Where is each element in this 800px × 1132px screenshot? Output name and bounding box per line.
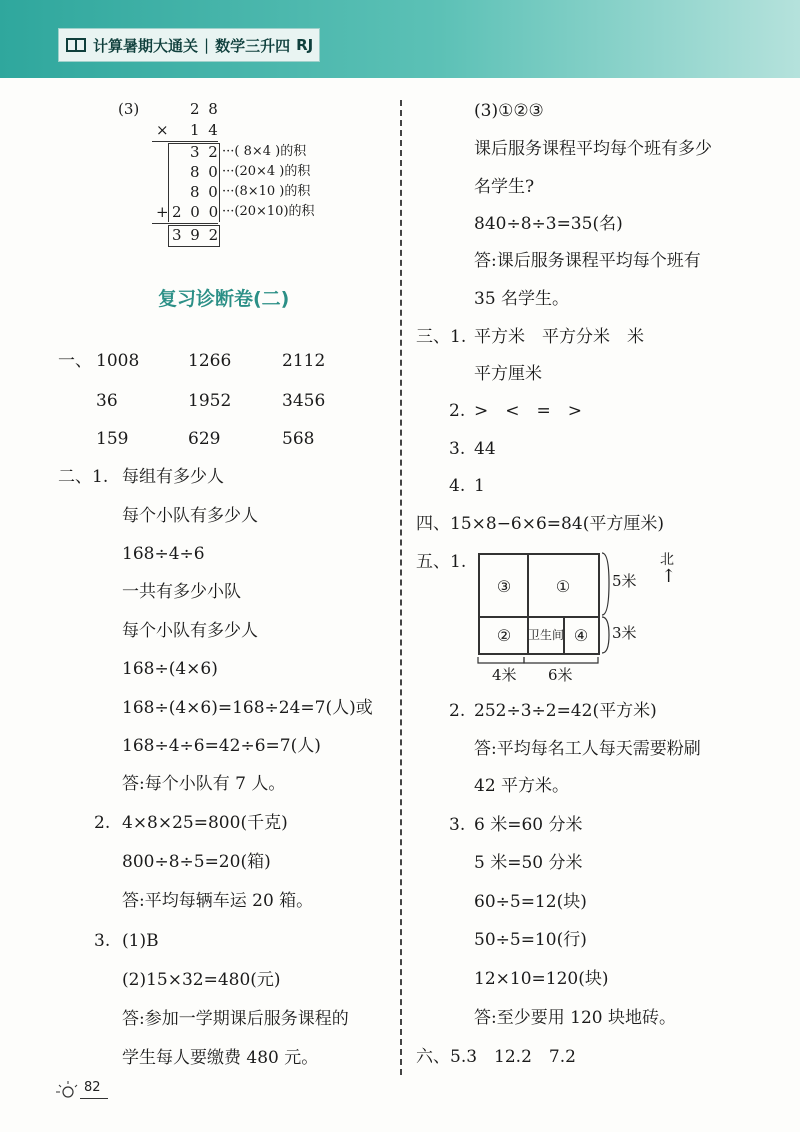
q3-label: 三、1. <box>416 327 467 347</box>
q5-2-line: 42 平方米。 <box>474 776 570 796</box>
q2-3-line: (1)B <box>122 931 159 951</box>
q1-label: 一、 <box>58 351 92 371</box>
q2-1-line: 168÷(4×6) <box>122 659 218 679</box>
vc-row-4: 2 0 0 <box>172 203 221 221</box>
book-edition: RJ <box>296 36 314 54</box>
dim-4m: 4米 <box>492 666 517 684</box>
q3-3-label: 3. <box>449 439 466 459</box>
q1-cell: 1266 <box>188 351 232 371</box>
dim-3m: 3米 <box>612 624 637 642</box>
q2-1-line: 168÷4÷6=42÷6=7(人) <box>122 736 321 756</box>
q1-cell: 36 <box>96 391 118 411</box>
q2-1-line: 答:每个小队有 7 人。 <box>122 774 286 794</box>
book-icon <box>65 36 87 54</box>
q2-3-line: 学生每人要缴费 480 元。 <box>122 1048 319 1068</box>
q2-1-line: 168÷(4×6)=168÷24=7(人)或 <box>122 698 373 718</box>
book-subtitle: 数学三升四 <box>215 36 291 55</box>
r3-line: (3)①②③ <box>474 101 544 121</box>
q1-cell: 1008 <box>96 351 140 371</box>
q5-2-line: 答:平均每名工人每天需要粉刷 <box>474 739 701 759</box>
r3-line: 名学生? <box>474 177 535 197</box>
q3-4-label: 4. <box>449 476 466 496</box>
vc-plus: + <box>156 203 169 221</box>
q3-1-line: 平方米 平方分米 米 <box>474 327 644 347</box>
q2-1-line: 每个小队有多少人 <box>122 621 258 641</box>
column-divider <box>400 100 402 1075</box>
q5-3-label: 3. <box>449 815 466 835</box>
q5-2-line: 252÷3÷2=42(平方米) <box>474 701 657 721</box>
q5-2-label: 2. <box>449 701 466 721</box>
q2-3-line: 答:参加一学期课后服务课程的 <box>122 1009 349 1029</box>
vc-times: × <box>156 121 169 139</box>
vc-note-1: ···( 8×4 )的积 <box>222 144 307 159</box>
r3-line: 课后服务课程平均每个班有多少 <box>474 139 712 159</box>
north-label: 北 <box>660 552 674 568</box>
r3-line: 答:课后服务课程平均每个班有 <box>474 251 701 271</box>
q2-1-line: 每个小队有多少人 <box>122 506 258 526</box>
vc-row-1: 3 2 <box>190 143 220 161</box>
q2-1-line: 每组有多少人 <box>122 467 224 487</box>
page-number: 82 <box>84 1080 101 1095</box>
q2-3-line: (2)15×32=480(元) <box>122 970 281 990</box>
vc-result: 3 9 2 <box>172 226 221 244</box>
room-1: ① <box>527 554 599 618</box>
q5-3-line: 答:至少要用 120 块地砖。 <box>474 1008 676 1028</box>
q2-1-line: 一共有多少小队 <box>122 582 241 602</box>
q5-3-line: 60÷5=12(块) <box>474 892 587 912</box>
q2-2-label: 2. <box>94 813 111 833</box>
r3-line: 840÷8÷3=35(名) <box>474 214 623 234</box>
room-2: ② <box>479 616 529 654</box>
room-3: ③ <box>479 554 529 618</box>
north-arrow-icon: ↑ <box>661 566 677 587</box>
sun-decoration-icon <box>56 1080 80 1098</box>
vc-multiplicand: 2 8 <box>190 100 220 118</box>
q1-cell: 2112 <box>282 351 326 371</box>
vc-multiplier: 1 4 <box>190 121 220 139</box>
book-title: 计算暑期大通关 <box>93 36 199 55</box>
q3-2-label: 2. <box>449 401 466 421</box>
dim-6m: 6米 <box>548 666 573 684</box>
room-4: ④ <box>563 616 599 654</box>
header-title-box <box>58 28 320 62</box>
vc-note-3: ···(8×10 )的积 <box>222 184 311 199</box>
section-title: 复习诊断卷(二) <box>158 288 290 310</box>
q2-2-line: 答:平均每辆车运 20 箱。 <box>122 891 314 911</box>
q3-4-answer: 1 <box>474 476 485 496</box>
dim-5m: 5米 <box>612 572 637 590</box>
floor-plan-dimension-lines <box>470 545 690 680</box>
header-band <box>0 0 800 78</box>
q2-1-line: 168÷4÷6 <box>122 544 205 564</box>
q1-cell: 1952 <box>188 391 232 411</box>
q3-1-line: 平方厘米 <box>474 364 542 384</box>
vc-label: (3) <box>118 100 140 118</box>
header-separator: | <box>204 36 210 54</box>
q2-label: 二、1. <box>58 467 109 487</box>
vc-note-2: ···(20×4 )的积 <box>222 164 311 179</box>
r3-line: 35 名学生。 <box>474 289 570 309</box>
page-number-underline <box>80 1098 108 1099</box>
q2-2-line: 4×8×25=800(千克) <box>122 813 288 833</box>
q1-cell: 159 <box>96 429 129 449</box>
q3-3-answer: 44 <box>474 439 496 459</box>
q1-cell: 629 <box>188 429 221 449</box>
q2-2-line: 800÷8÷5=20(箱) <box>122 852 271 872</box>
q5-3-line: 50÷5=10(行) <box>474 930 587 950</box>
vc-note-4: ···(20×10)的积 <box>222 204 315 219</box>
q5-3-line: 6 米=60 分米 <box>474 815 583 835</box>
q1-cell: 568 <box>282 429 315 449</box>
q5-3-line: 5 米=50 分米 <box>474 853 583 873</box>
q4-line: 四、15×8−6×6=84(平方厘米) <box>416 514 664 534</box>
room-bathroom: 卫生间 <box>527 616 565 654</box>
q3-2-answer: > < = > <box>474 401 582 421</box>
q2-3-label: 3. <box>94 931 111 951</box>
q6-line: 六、5.3 12.2 7.2 <box>416 1047 576 1067</box>
q5-label: 五、1. <box>416 552 467 572</box>
q5-3-line: 12×10=120(块) <box>474 969 609 989</box>
vc-row-3: 8 0 <box>190 183 220 201</box>
vc-row-2: 8 0 <box>190 163 220 181</box>
vc-line-2 <box>152 223 218 224</box>
q1-cell: 3456 <box>282 391 326 411</box>
